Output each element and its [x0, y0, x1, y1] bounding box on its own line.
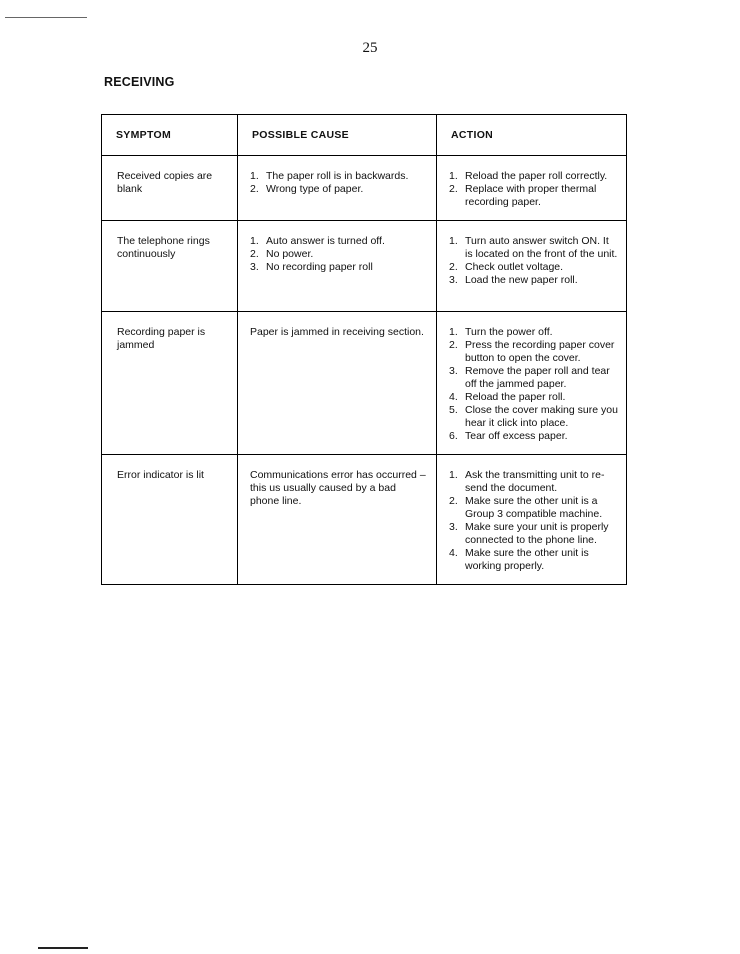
list-item: 4. Reload the paper roll. — [449, 391, 566, 403]
scan-artifact-bottom — [38, 947, 88, 949]
list-item: 6. Tear off excess paper. — [449, 430, 568, 442]
section-title: RECEIVING — [104, 75, 175, 89]
list-item: 1. Auto answer is turned off. — [250, 235, 385, 247]
symptom-cell: Error indicator is lit — [102, 455, 238, 585]
header-action: ACTION — [437, 115, 627, 156]
list-item: 1. Turn the power off. — [449, 326, 553, 338]
table-row — [102, 312, 627, 455]
header-possible-cause: POSSIBLE CAUSE — [238, 115, 437, 156]
page-number: 25 — [362, 40, 378, 56]
action-cell — [437, 221, 627, 312]
troubleshooting-table — [101, 114, 627, 585]
list-item: 5. Close the cover making sure you hear it click into place. — [449, 404, 618, 429]
table-header-row — [102, 115, 627, 156]
cause-cell: Paper is jammed in receiving section. — [238, 312, 437, 455]
list-item: 2. Replace with proper thermal recording paper. — [449, 183, 597, 208]
symptom-cell: Recording paper is jammed — [102, 312, 238, 455]
list-item: 3. No recording paper roll — [250, 261, 373, 273]
list-item: 3. Make sure your unit is properly connected to the phone line. — [449, 521, 609, 546]
list-item: 1. The paper roll is in backwards. — [250, 170, 409, 182]
action-cell — [437, 312, 627, 455]
cause-cell — [238, 221, 437, 312]
list-item: 3. Load the new paper roll. — [449, 274, 578, 286]
table-row — [102, 221, 627, 312]
list-item: 1. Turn auto answer switch ON. It is located on the front of the unit. — [449, 235, 618, 260]
header-symptom: SYMPTOM — [102, 115, 238, 156]
list-item: 2. Press the recording paper cover button to open the cover. — [449, 339, 615, 364]
action-cell — [437, 455, 627, 585]
list-item: 1. Reload the paper roll correctly. — [449, 170, 608, 182]
symptom-cell: Received copies are blank — [102, 156, 238, 221]
list-item: 2. Wrong type of paper. — [250, 183, 364, 195]
list-item: 4. Make sure the other unit is working properly. — [449, 547, 589, 572]
symptom-cell: The telephone rings continuously — [102, 221, 238, 312]
action-cell — [437, 156, 627, 221]
cause-cell — [238, 156, 437, 221]
list-item: 2. Make sure the other unit is a Group 3 compatible machine. — [449, 495, 603, 520]
scan-artifact-top — [5, 17, 87, 18]
list-item: 3. Remove the paper roll and tear off the jammed paper. — [449, 365, 610, 390]
cause-cell: Communications error has occurred – this us usually caused by a bad phone line. — [238, 455, 437, 585]
table-row — [102, 455, 627, 585]
table-row — [102, 156, 627, 221]
list-item: 2. No power. — [250, 248, 314, 260]
list-item: 1. Ask the transmitting unit to re-send the document. — [449, 469, 605, 494]
list-item: 2. Check outlet voltage. — [449, 261, 564, 273]
